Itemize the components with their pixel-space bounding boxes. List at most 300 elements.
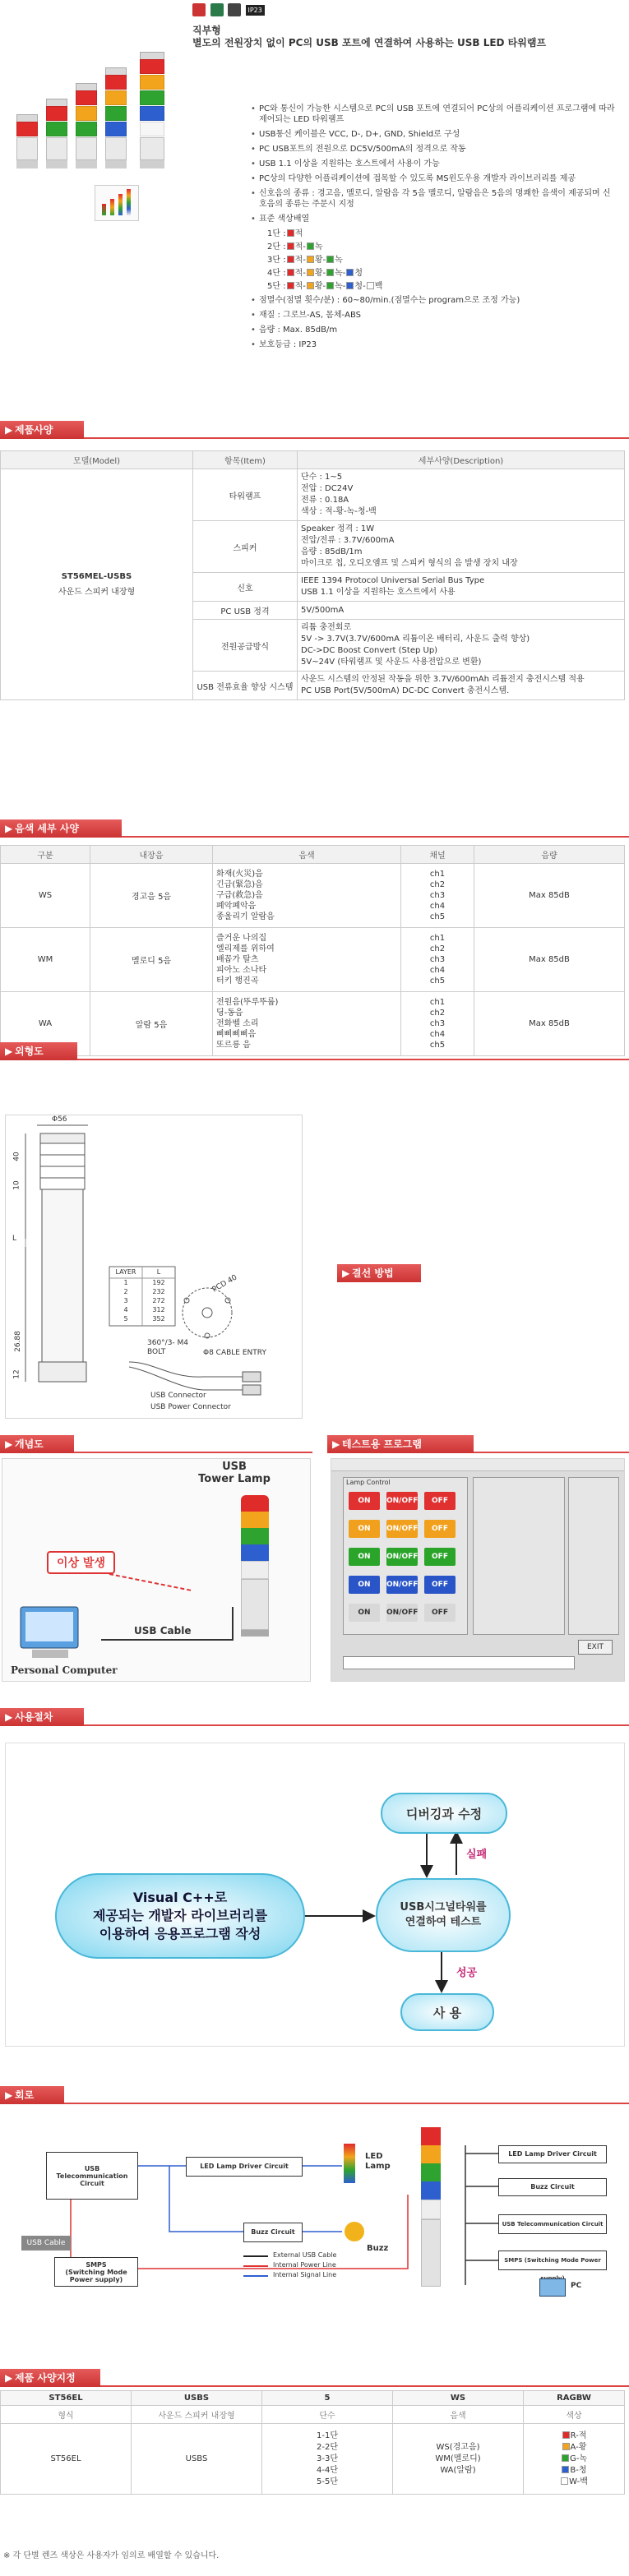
section-title: 사용절차 bbox=[15, 1711, 53, 1723]
sound-header-tone: 음색 bbox=[213, 846, 401, 864]
lamp-control-panel bbox=[343, 1477, 468, 1635]
lamp-blink-button[interactable]: ON/OFF bbox=[386, 1492, 418, 1510]
color-swatch bbox=[287, 282, 294, 289]
spec-item: 타워램프 bbox=[193, 469, 298, 521]
spec-desc-line: USB 1.1 이상을 지원하는 호스트에서 사용 bbox=[301, 588, 456, 597]
color-name: 적 bbox=[294, 229, 303, 238]
section-title: 제품사양 bbox=[15, 424, 53, 436]
procedure-develop bbox=[55, 1873, 305, 1959]
color-swatch bbox=[561, 2477, 568, 2485]
spec-desc-line: DC->DC Boost Convert (Step Up) bbox=[301, 646, 438, 655]
arrow-icon: ▶ bbox=[5, 823, 13, 834]
features-bottom bbox=[251, 295, 617, 350]
color-row bbox=[259, 268, 617, 279]
sound-channel: ch3 bbox=[429, 1019, 446, 1028]
spec-header-item: 항목(Item) bbox=[193, 451, 298, 469]
cable-entry-label: Φ8 CABLE ENTRY bbox=[203, 1349, 266, 1357]
order-tone: WS(경고음) bbox=[436, 2442, 480, 2452]
section-title: 음색 세부 사양 bbox=[15, 823, 79, 834]
color-name: 황- bbox=[314, 269, 326, 278]
window-titlebar bbox=[331, 1459, 624, 1471]
order-top: RAGBW bbox=[524, 2391, 625, 2406]
spec-item: 전원공급방식 bbox=[193, 620, 298, 672]
section-wiring-header bbox=[337, 1264, 629, 1282]
arrow-icon: ▶ bbox=[332, 1438, 340, 1450]
lamp-blink-button[interactable]: ON/OFF bbox=[386, 1520, 418, 1538]
lamp-blink-button[interactable]: ON/OFF bbox=[386, 1576, 418, 1594]
led-lamp-label bbox=[365, 2152, 391, 2172]
tower-3-tier bbox=[76, 83, 97, 169]
feature-item: • PC상의 다양한 어플리케이션에 접목할 수 있도록 MS윈도우용 개발자 라이브러리를 제공 bbox=[251, 173, 617, 184]
layer-cell: 192 bbox=[152, 1279, 165, 1286]
order-color bbox=[527, 2442, 621, 2454]
circuit-text: USB bbox=[84, 2164, 100, 2172]
spec-desc bbox=[298, 469, 625, 521]
color-row bbox=[259, 281, 617, 292]
lamp-off-button[interactable]: OFF bbox=[424, 1576, 456, 1594]
sound-tone: 화재(火災)음 bbox=[216, 870, 263, 879]
order-head: 음색 bbox=[393, 2406, 524, 2424]
layer-cell: 2 bbox=[123, 1288, 128, 1295]
layer-cell: 352 bbox=[152, 1315, 165, 1323]
log-field[interactable] bbox=[343, 1656, 575, 1669]
alert-badge: 이상 발생 bbox=[47, 1551, 115, 1574]
layer-row bbox=[109, 1305, 175, 1314]
sound-volume: Max 85dB bbox=[474, 928, 625, 992]
layer-cell: 232 bbox=[152, 1288, 165, 1295]
lamp-row bbox=[344, 1599, 467, 1627]
lamp-on-button[interactable]: ON bbox=[349, 1604, 380, 1622]
color-swatch bbox=[307, 242, 314, 250]
procedure-text: 디버깅과 수정 bbox=[405, 1806, 483, 1821]
lamp-on-button[interactable]: ON bbox=[349, 1548, 380, 1566]
procedure-text: 연결하여 테스트 bbox=[405, 1916, 482, 1928]
color-swatch bbox=[346, 269, 354, 276]
fail-label: 실패 bbox=[466, 1849, 488, 1861]
layer-row bbox=[109, 1314, 175, 1323]
color-swatch bbox=[346, 282, 354, 289]
section-sound-header bbox=[0, 819, 629, 838]
color-swatch bbox=[562, 2431, 570, 2439]
buzz-circuit bbox=[243, 2223, 303, 2242]
sound-tones bbox=[213, 928, 401, 992]
sound-channels bbox=[401, 864, 474, 928]
order-color bbox=[527, 2465, 621, 2477]
circuit-text: (Switching Mode Power supply) bbox=[65, 2268, 127, 2283]
spec-desc bbox=[298, 672, 625, 700]
arrow-icon: ▶ bbox=[5, 1046, 13, 1057]
tower-2-tier bbox=[46, 99, 67, 169]
sound-volume: Max 85dB bbox=[474, 992, 625, 1056]
circuit-diagram bbox=[5, 2121, 623, 2301]
color-name: 녹 bbox=[335, 256, 343, 265]
circuit-text: Lamp bbox=[365, 2162, 391, 2171]
product-image-area bbox=[16, 33, 181, 169]
procedure-text: 사 용 bbox=[432, 2005, 462, 2020]
section-title: 개념도 bbox=[15, 1438, 44, 1450]
certification-icon bbox=[192, 3, 206, 16]
procedure-test bbox=[376, 1878, 511, 1952]
sound-channel: ch3 bbox=[429, 891, 446, 900]
spec-table bbox=[0, 450, 625, 700]
section-title: 결선 방법 bbox=[352, 1267, 394, 1279]
circuit-text: LED bbox=[365, 2152, 383, 2161]
order-top: ST56EL bbox=[1, 2391, 132, 2406]
section-title: 회로 bbox=[15, 2089, 35, 2101]
sound-channel: ch2 bbox=[429, 880, 446, 889]
section-test-header bbox=[327, 1435, 629, 1453]
dim-26-88: 26.88 bbox=[13, 1331, 22, 1352]
concept-lines bbox=[2, 1459, 310, 1681]
color-name: 적- bbox=[294, 282, 306, 291]
color-name: 황- bbox=[314, 256, 326, 265]
sound-volume: Max 85dB bbox=[474, 864, 625, 928]
arrow-icon: ▶ bbox=[5, 1711, 13, 1723]
section-title: 제품 사양지정 bbox=[15, 2372, 76, 2384]
layer-table-header: LAYER bbox=[115, 1268, 136, 1276]
section-dims-header bbox=[0, 1042, 629, 1060]
lamp-row bbox=[344, 1515, 467, 1543]
sound-tone: 딩-동음 bbox=[216, 1009, 243, 1018]
spec-desc-line: PC USB Port(5V/500mA) DC-DC Convert 충전시스템. bbox=[301, 686, 510, 695]
buzz-label: Buzz bbox=[367, 2244, 389, 2253]
spec-desc-line: IEEE 1394 Protocol Universal Serial Bus Type bbox=[301, 576, 485, 585]
color-swatch bbox=[562, 2466, 569, 2473]
order-head: 색상 bbox=[524, 2406, 625, 2424]
sound-name: 멜로디 5음 bbox=[90, 928, 213, 992]
lamp-row bbox=[344, 1487, 467, 1515]
sound-row bbox=[1, 928, 625, 992]
lamp-on-button[interactable]: ON bbox=[349, 1576, 380, 1594]
sound-panel bbox=[473, 1477, 565, 1635]
pc-icon bbox=[539, 2278, 566, 2297]
feature-item: • 신호음의 종류 : 경고음, 멜로디, 알람음 각 5음 멜로디, 알람음은 5음의 명쾌한 음색이 제공되며 신호음의 종류는 주문시 지정 bbox=[251, 188, 617, 210]
sound-tone: 즐거운 나의집 bbox=[216, 934, 267, 943]
sound-header-code: 구분 bbox=[1, 846, 90, 864]
layer-cell: 4 bbox=[123, 1306, 128, 1313]
right-usb-comm bbox=[498, 2214, 607, 2234]
feature-item: • 재질 : 그로브-AS, 몸체-ABS bbox=[251, 310, 617, 321]
order-color bbox=[527, 2454, 621, 2465]
color-name: 녹- bbox=[335, 282, 346, 291]
order-top: WS bbox=[393, 2391, 524, 2406]
lamp-off-button[interactable]: OFF bbox=[424, 1520, 456, 1538]
layer-table bbox=[109, 1267, 175, 1323]
spec-desc bbox=[298, 573, 625, 602]
pc-label: Personal Computer bbox=[11, 1664, 118, 1676]
color-swatch bbox=[326, 282, 334, 289]
spec-item: USB 전류효율 향상 시스템 bbox=[193, 672, 298, 700]
feature-item: • PC USB포트의 전원으로 DC5V/500mA의 정격으로 작동 bbox=[251, 144, 617, 155]
ip-badge: IP23 bbox=[246, 5, 265, 16]
lamp-row bbox=[344, 1543, 467, 1571]
tower-label-line: Tower Lamp bbox=[198, 1473, 271, 1485]
lamp-blink-button[interactable]: ON/OFF bbox=[386, 1548, 418, 1566]
procedure-debug bbox=[381, 1793, 507, 1834]
circuit-text: Buzz Circuit bbox=[251, 2228, 295, 2236]
page-title: 별도의 전원장치 없이 PC의 USB 포트에 연결하여 사용하는 USB LED 타워램프 bbox=[192, 37, 547, 48]
color-swatch bbox=[326, 269, 334, 276]
pcd-label: PCD 40 bbox=[210, 1273, 239, 1295]
sound-channel: ch4 bbox=[429, 902, 446, 911]
circuit-tower bbox=[421, 2127, 441, 2292]
color-swatch bbox=[307, 256, 314, 263]
procedure-text: 이용하여 응용프로그램 작성 bbox=[99, 1926, 261, 1941]
test-program-window bbox=[331, 1458, 625, 1682]
tower-label-line: USB bbox=[222, 1461, 247, 1473]
sound-channel: ch2 bbox=[429, 944, 446, 953]
circuit-legend bbox=[273, 2251, 336, 2280]
lamp-blink-button[interactable]: ON/OFF bbox=[386, 1604, 418, 1622]
layer-cell: 5 bbox=[123, 1315, 128, 1323]
sound-tone: 터키 행진곡 bbox=[216, 976, 259, 986]
spec-desc-line: 색상 : 적-황-녹-청-백 bbox=[301, 507, 377, 516]
color-arrangement bbox=[259, 229, 617, 292]
success-label: 성공 bbox=[456, 1967, 478, 1979]
section-spec-header bbox=[0, 421, 629, 439]
feature-item: • 보호등급 : IP23 bbox=[251, 339, 617, 350]
dim-10: 10 bbox=[12, 1180, 21, 1190]
sound-tone: 피아노 소나타 bbox=[216, 966, 267, 975]
tower-5-tier bbox=[140, 52, 164, 169]
section-order-header bbox=[0, 2369, 629, 2387]
legend-item: Internal Power Line bbox=[273, 2261, 336, 2269]
feature-item: • 점멸수(점멸 횟수/분) : 60~80/min.(점멸수는 program으로 조정 가능) bbox=[251, 295, 617, 306]
spec-row bbox=[1, 469, 625, 521]
right-led-driver bbox=[498, 2145, 607, 2163]
color-name: 청 bbox=[354, 269, 363, 278]
legend-item: External USB Cable bbox=[273, 2251, 337, 2259]
color-row-label: 5단 : bbox=[267, 282, 286, 291]
spec-desc-line: 사운드 시스템의 안정된 작동을 위한 3.7V/600mAh 리튬전지 충전시스템 적용 bbox=[301, 675, 585, 684]
spec-desc bbox=[298, 521, 625, 573]
color-row-label: 4단 : bbox=[267, 269, 286, 278]
sound-name: 알람 5음 bbox=[90, 992, 213, 1056]
sound-code: WM bbox=[1, 928, 90, 992]
sound-tone: 또르릉 음 bbox=[216, 1041, 251, 1050]
layer-row bbox=[109, 1287, 175, 1296]
sound-channel: ch5 bbox=[429, 976, 446, 986]
order-tones bbox=[393, 2424, 524, 2495]
color-name: 적- bbox=[294, 269, 306, 278]
spec-model: ST56MEL-USBS bbox=[61, 572, 132, 581]
lamp-off-button[interactable]: OFF bbox=[424, 1604, 456, 1622]
product-thumbnail[interactable] bbox=[95, 185, 139, 221]
arrow-icon: ▶ bbox=[5, 2089, 13, 2101]
lamp-row bbox=[344, 1571, 467, 1599]
sound-channel: ch4 bbox=[429, 1030, 446, 1039]
sound-name: 경고음 5음 bbox=[90, 864, 213, 928]
color-name: 적- bbox=[294, 256, 306, 265]
circuit-text: USB Telecommunication Circuit bbox=[502, 2221, 604, 2227]
order-head: 형식 bbox=[1, 2406, 132, 2424]
usb-power-label: USB Power Connector bbox=[150, 1403, 231, 1411]
pc-label: PC bbox=[571, 2282, 582, 2290]
exit-button[interactable]: EXIT bbox=[578, 1640, 613, 1655]
color-swatch bbox=[367, 282, 374, 289]
spec-desc-line: 단수 : 1~5 bbox=[301, 473, 343, 482]
lamp-off-button[interactable]: OFF bbox=[424, 1492, 456, 1510]
sound-channel: ch1 bbox=[429, 998, 446, 1007]
smps-circuit bbox=[54, 2257, 138, 2287]
color-swatch bbox=[287, 229, 294, 237]
usb-connector-label: USB Connector bbox=[150, 1392, 206, 1400]
spec-item: 스피커 bbox=[193, 521, 298, 573]
spec-desc-line: 전류 : 0.18A bbox=[301, 496, 349, 505]
order-head: 단수 bbox=[262, 2406, 393, 2424]
sound-tones bbox=[213, 864, 401, 928]
feature-item: • 표준 색상배열 bbox=[251, 214, 617, 224]
color-row-label: 1단 : bbox=[267, 229, 286, 238]
panel-title: Lamp Control bbox=[346, 1479, 391, 1486]
led-driver-circuit bbox=[186, 2157, 303, 2177]
sound-header-volume: 음량 bbox=[474, 846, 625, 864]
color-swatch bbox=[562, 2443, 570, 2450]
order-note: ※ 각 단별 렌즈 색상은 사용자가 임의로 배열할 수 있습니다. bbox=[3, 2551, 220, 2560]
section-procedure-header bbox=[0, 1708, 629, 1726]
section-title: 테스트용 프로그램 bbox=[342, 1438, 422, 1450]
sound-channels bbox=[401, 928, 474, 992]
color-swatch bbox=[562, 2454, 569, 2462]
sound-channel: ch1 bbox=[429, 934, 446, 943]
layer-table-header: L bbox=[156, 1268, 161, 1276]
spec-header-desc: 세부사양(Description) bbox=[298, 451, 625, 469]
cable-label: USB Cable bbox=[134, 1625, 192, 1637]
order-color-code: B-청 bbox=[570, 2465, 587, 2475]
sound-channel: ch1 bbox=[429, 870, 446, 879]
features-top bbox=[251, 104, 617, 224]
color-row bbox=[259, 255, 617, 265]
spec-desc bbox=[298, 620, 625, 672]
legend-item: Internal Signal Line bbox=[273, 2271, 337, 2278]
color-row bbox=[259, 242, 617, 252]
order-head: 사운드 스피커 내장형 bbox=[132, 2406, 262, 2424]
arrow-icon: ▶ bbox=[5, 424, 13, 436]
order-color-code: A-황 bbox=[570, 2442, 587, 2452]
option-panel bbox=[568, 1477, 619, 1635]
sound-tone: 구급(救急)음 bbox=[216, 891, 263, 900]
order-top: 5 bbox=[262, 2391, 393, 2406]
usb-cable-box: USB Cable bbox=[21, 2236, 71, 2251]
layer-row bbox=[109, 1278, 175, 1287]
sound-table bbox=[0, 845, 625, 1056]
order-colors bbox=[524, 2424, 625, 2495]
color-name: 녹 bbox=[314, 242, 323, 252]
spec-model-sub: 사운드 스피커 내장형 bbox=[58, 588, 136, 597]
order-tone: WM(멜로디) bbox=[435, 2454, 481, 2463]
order-tier: 4-4단 bbox=[317, 2465, 338, 2475]
order-tone: WA(알람) bbox=[440, 2465, 476, 2475]
spec-item: PC USB 정격 bbox=[193, 602, 298, 620]
dim-12: 12 bbox=[12, 1369, 21, 1379]
layer-cell: 272 bbox=[152, 1297, 165, 1304]
circuit-text: SMPS bbox=[86, 2260, 107, 2269]
sound-channel: ch5 bbox=[429, 1041, 446, 1050]
arrow-icon: ▶ bbox=[5, 2372, 13, 2384]
color-name: 청- bbox=[354, 282, 366, 291]
order-tier: 1-1단 bbox=[317, 2431, 338, 2440]
sound-tone: 종울리기 알람음 bbox=[216, 912, 275, 921]
right-buzz-circuit bbox=[498, 2178, 607, 2196]
color-row-label: 2단 : bbox=[267, 242, 286, 252]
order-tiers bbox=[262, 2424, 393, 2495]
order-usbs: USBS bbox=[132, 2424, 262, 2495]
dim-phi: Φ56 bbox=[52, 1115, 67, 1124]
procedure-text: 제공되는 개발자 라이브러리를 bbox=[92, 1908, 268, 1923]
spec-model-cell bbox=[1, 469, 193, 700]
circuit-text: LED Lamp Driver Circuit bbox=[508, 2150, 597, 2158]
color-swatch bbox=[287, 269, 294, 276]
sound-channel: ch4 bbox=[429, 966, 446, 975]
spec-desc-line: 음량 : 85dB/1m bbox=[301, 547, 363, 556]
sound-channel: ch5 bbox=[429, 912, 446, 921]
sound-icon bbox=[228, 3, 241, 16]
concept-diagram bbox=[2, 1458, 311, 1682]
sound-code: WA bbox=[1, 992, 90, 1056]
sound-channel: ch2 bbox=[429, 1009, 446, 1018]
sound-tone: 전화벨 소리 bbox=[216, 1019, 259, 1028]
sound-header-channel: 채널 bbox=[401, 846, 474, 864]
spec-desc bbox=[298, 602, 625, 620]
tower-1-tier bbox=[16, 114, 38, 169]
layer-cell: 3 bbox=[123, 1297, 128, 1304]
order-table bbox=[0, 2390, 625, 2495]
spec-desc-line: 5V -> 3.7V(3.7V/600mA 리튬이온 배터리, 사운드 출력 향상) bbox=[301, 635, 530, 644]
spec-header-model: 모델(Model) bbox=[1, 451, 193, 469]
lamp-on-button[interactable]: ON bbox=[349, 1492, 380, 1510]
sound-tone: 엘리제를 위하여 bbox=[216, 944, 275, 953]
order-color-code: W-백 bbox=[569, 2477, 588, 2486]
lamp-on-button[interactable]: ON bbox=[349, 1520, 380, 1538]
procedure-text: USB시그널타워를 bbox=[400, 1901, 487, 1914]
section-circuit-header bbox=[0, 2086, 629, 2104]
spec-item: 신호 bbox=[193, 573, 298, 602]
order-color bbox=[527, 2477, 621, 2488]
color-name: 녹- bbox=[335, 269, 346, 278]
lamp-off-button[interactable]: OFF bbox=[424, 1548, 456, 1566]
right-smps bbox=[498, 2251, 607, 2270]
spec-desc-line: 전압 : DC24V bbox=[301, 484, 354, 493]
usb-icon bbox=[210, 3, 224, 16]
feature-item: • USB통신 케이블은 VCC, D-, D+, GND, Shield로 구성 bbox=[251, 129, 617, 140]
order-model: ST56EL bbox=[1, 2424, 132, 2495]
procedure-use bbox=[400, 1993, 494, 2031]
order-tier: 5-5단 bbox=[317, 2477, 338, 2486]
color-name: 백 bbox=[374, 282, 383, 291]
layer-row bbox=[109, 1296, 175, 1305]
color-name: 적- bbox=[294, 242, 306, 252]
dim-l: L bbox=[12, 1235, 17, 1243]
color-swatch bbox=[307, 282, 314, 289]
sound-header-name: 내장음 bbox=[90, 846, 213, 864]
feature-list bbox=[251, 104, 617, 354]
feature-item: • PC와 통신이 가능한 시스템으로 PC의 USB 포트에 연결되어 PC상의 어플리케이션 프로그램에 따라 제어되는 LED 타워램프 bbox=[251, 104, 617, 125]
color-row bbox=[259, 229, 617, 239]
led-lamp-icon bbox=[344, 2144, 355, 2183]
circuit-text: Telecommunication Circuit bbox=[56, 2172, 128, 2187]
sound-channel: ch3 bbox=[429, 955, 446, 964]
order-color-code: G-녹 bbox=[569, 2454, 588, 2463]
header-icons bbox=[192, 3, 265, 16]
sound-code: WS bbox=[1, 864, 90, 928]
spec-desc-line: 5V/500mA bbox=[301, 605, 345, 615]
order-top: USBS bbox=[132, 2391, 262, 2406]
feature-item: • 음량 : Max. 85dB/m bbox=[251, 325, 617, 335]
color-swatch bbox=[307, 269, 314, 276]
feature-item: • USB 1.1 이상을 지원하는 호스트에서 사용이 가능 bbox=[251, 159, 617, 169]
spec-desc-line: Speaker 정격 : 1W bbox=[301, 524, 375, 533]
circuit-text: LED Lamp Driver Circuit bbox=[200, 2163, 289, 2170]
